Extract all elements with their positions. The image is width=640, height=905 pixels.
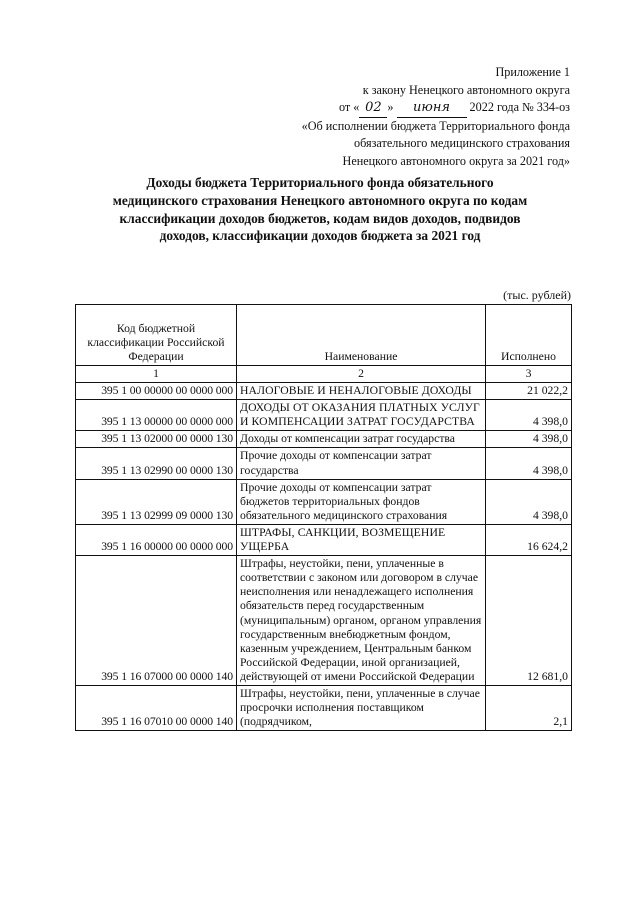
date-suffix: 2022 года № 334-оз [466,100,570,115]
revenue-table [75,304,572,731]
title-line-3: классификации доходов бюджетов, кодам видов доходов, подвидов [119,210,521,226]
table-row [76,685,572,730]
row-name: Прочие доходы от компенсации затрат государства [237,448,486,479]
table-header-row [76,305,572,366]
row-amount: 16 624,2 [486,524,572,555]
header-amount: Исполнено [486,305,572,366]
row-code: 395 1 13 02990 00 0000 130 [76,448,237,479]
appendix-date-line [270,99,570,118]
row-name: Штрафы, неустойки, пени, уплаченные в случае просрочки исполнения поставщиком (подрядчиком, [237,685,486,730]
row-name: ШТРАФЫ, САНКЦИИ, ВОЗМЕЩЕНИЕ УЩЕРБА [237,524,486,555]
appendix-law-title-3: Ненецкого автономного округа за 2021 год» [342,153,570,168]
units-note: (тыс. рублей) [503,288,571,302]
row-amount: 12 681,0 [486,556,572,686]
column-number-row [76,366,572,383]
table-row [76,431,572,448]
handwritten-day: 02 [359,99,387,118]
title-line-2: медицинского страхования Ненецкого автономного округа по кодам [112,192,528,208]
header-code: Код бюджетной классификации Российской Федерации [76,305,237,366]
row-amount: 4 398,0 [486,448,572,479]
row-code: 395 1 16 07000 00 0000 140 [76,556,237,686]
appendix-number: Приложение 1 [495,65,570,79]
table-row [76,556,572,686]
date-mid: » [387,100,397,115]
table-row [76,448,572,479]
row-name: Доходы от компенсации затрат государства [237,431,486,448]
table-row [76,400,572,431]
date-prefix: от « [338,100,360,115]
appendix-law-title-1: «Об исполнении бюджета Территориального фонда [301,118,570,133]
row-amount: 2,1 [486,685,572,730]
appendix-reference [270,64,570,171]
row-amount: 21 022,2 [486,383,572,400]
column-number: 1 [76,366,237,383]
document-title [70,174,570,245]
appendix-law: к закону Ненецкого автономного округа [362,82,570,97]
row-name: ДОХОДЫ ОТ ОКАЗАНИЯ ПЛАТНЫХ УСЛУГ И КОМПЕНСАЦИИ ЗАТРАТ ГОСУДАРСТВА [237,400,486,431]
row-code: 395 1 13 00000 00 0000 000 [76,400,237,431]
row-amount: 4 398,0 [486,479,572,524]
column-number: 2 [237,366,486,383]
row-amount: 4 398,0 [486,431,572,448]
row-name: НАЛОГОВЫЕ И НЕНАЛОГОВЫЕ ДОХОДЫ [237,383,486,400]
row-code: 395 1 00 00000 00 0000 000 [76,383,237,400]
table-row [76,383,572,400]
row-code: 395 1 13 02999 09 0000 130 [76,479,237,524]
title-line-4: доходов, классификации доходов бюджета за 2021 год [159,228,481,244]
table-row [76,524,572,555]
handwritten-month: июня [397,99,467,118]
row-name: Прочие доходы от компенсации затрат бюджетов территориальных фондов обязательного медицинского страхования [237,479,486,524]
header-name: Наименование [237,305,486,366]
column-number: 3 [486,366,572,383]
appendix-law-title-2: обязательного медицинского страхования [354,136,570,151]
table-row [76,479,572,524]
row-code: 395 1 16 00000 00 0000 000 [76,524,237,555]
row-code: 395 1 16 07010 00 0000 140 [76,685,237,730]
row-code: 395 1 13 02000 00 0000 130 [76,431,237,448]
row-amount: 4 398,0 [486,400,572,431]
row-name: Штрафы, неустойки, пени, уплаченные в соответствии с законом или договором в случае неисполнения или ненадлежащего исполнения обязательств перед государственным (муниципальным) органом, органом управления государственным внебюджетным фондом, казенным учреждением, Центральным банком Российской Федерации, иной организацией, действующей от имени Российской Федерации [237,556,486,686]
title-line-1: Доходы бюджета Территориального фонда обязательного [146,175,494,190]
